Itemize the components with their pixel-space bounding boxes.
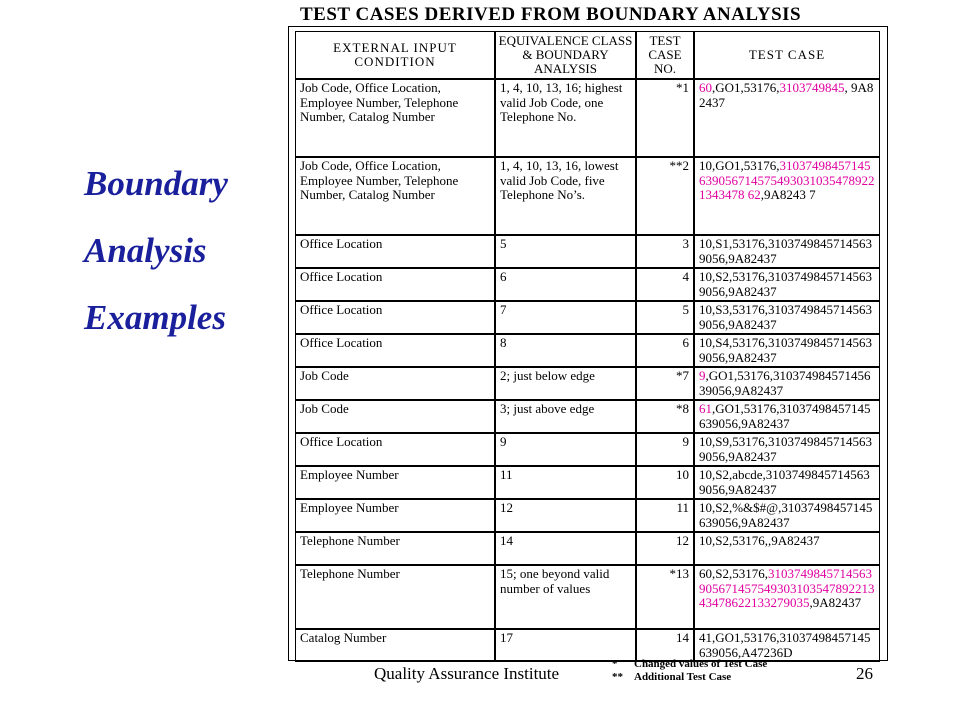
test-case-segment: 10,S2,%&$#@,31037498457145639056,9A82437 xyxy=(699,500,873,530)
changed-value-segment: 3103749845 xyxy=(779,80,845,95)
cell-test-case xyxy=(694,433,880,466)
cell-equivalence-class: 11 xyxy=(495,466,636,499)
cell-equivalence-class: 12 xyxy=(495,499,636,532)
cell-equivalence-class: 8 xyxy=(495,334,636,367)
cell-equivalence-class: 3; just above edge xyxy=(495,400,636,433)
table-row xyxy=(295,400,880,433)
cell-equivalence-class: 2; just below edge xyxy=(495,367,636,400)
cell-test-case xyxy=(694,157,880,235)
legend-key: ** xyxy=(612,671,623,683)
cell-test-case-no: *13 xyxy=(636,565,694,629)
legend-item-additional xyxy=(612,671,767,684)
cell-condition: Office Location xyxy=(295,268,495,301)
cell-test-case xyxy=(694,466,880,499)
cell-test-case xyxy=(694,301,880,334)
test-case-segment: , 9A82437 xyxy=(699,80,874,110)
cell-test-case xyxy=(694,367,880,400)
table-row xyxy=(295,79,880,157)
cell-equivalence-class: 1, 4, 10, 13, 16, lowest valid Job Code, five Telephone No’s. xyxy=(495,157,636,235)
header-test-case-no: TEST CASE NO. xyxy=(636,31,694,79)
cell-equivalence-class: 1, 4, 10, 13, 16; highest valid Job Code, one Telephone No. xyxy=(495,79,636,157)
cell-test-case-no: 4 xyxy=(636,268,694,301)
cell-equivalence-class: 14 xyxy=(495,532,636,565)
cell-test-case-no: **2 xyxy=(636,157,694,235)
cell-condition: Employee Number xyxy=(295,466,495,499)
table-row xyxy=(295,301,880,334)
test-case-segment: 10 xyxy=(699,158,712,173)
cell-condition: Office Location xyxy=(295,334,495,367)
cell-equivalence-class: 9 xyxy=(495,433,636,466)
legend-text: Additional Test Case xyxy=(634,671,732,683)
side-title-line-2: Analysis xyxy=(84,231,207,270)
test-case-segment: 10,S2,53176,,9A82437 xyxy=(699,533,820,548)
cell-test-case-no: 12 xyxy=(636,532,694,565)
changed-value-segment: 310374984571456390567145754930310354789221343478622133279035 xyxy=(699,566,875,610)
table-row xyxy=(295,466,880,499)
legend-key: * xyxy=(612,658,618,670)
cell-test-case xyxy=(694,268,880,301)
test-case-segment: ,53176,31037498457145639056,9A82437 xyxy=(699,236,872,266)
changed-value-segment: 61 xyxy=(699,401,712,416)
legend-text: Changed values of Test Case xyxy=(634,658,768,670)
cell-test-case xyxy=(694,499,880,532)
cell-test-case xyxy=(694,235,880,268)
cell-condition: Job Code xyxy=(295,367,495,400)
cell-test-case xyxy=(694,565,880,629)
header-equivalence-class: EQUIVALENCE CLASS & BOUNDARY ANALYSIS xyxy=(495,31,636,79)
table-row xyxy=(295,334,880,367)
cell-condition: Office Location xyxy=(295,235,495,268)
cell-test-case-no: *7 xyxy=(636,367,694,400)
cell-condition: Job Code xyxy=(295,400,495,433)
cell-condition: Job Code, Office Location, Employee Number, Telephone Number, Catalog Number xyxy=(295,79,495,157)
test-case-segment: ,9A82437 xyxy=(809,595,862,610)
test-case-segment: ,GO1,53176,31037498457145639056,9A82437 xyxy=(699,368,871,398)
table-row xyxy=(295,268,880,301)
footer-institute: Quality Assurance Institute xyxy=(374,664,560,683)
test-case-segment: 10,S2,abcde,31037498457145639056,9A82437 xyxy=(699,467,870,497)
test-case-segment: ,GO1,53176,31037498457145639056,9A82437 xyxy=(699,401,871,431)
changed-value-segment: 310374984571456390567145754930310354789221343478 62 xyxy=(699,158,875,202)
cell-equivalence-class: 15; one beyond valid number of values xyxy=(495,565,636,629)
test-case-segment: 41,GO1,53176,31037498457145639056,A47236D xyxy=(699,630,871,660)
cell-test-case-no: 9 xyxy=(636,433,694,466)
test-case-segment: 10,S9,53176,31037498457145639056,9A82437 xyxy=(699,434,872,464)
legend xyxy=(612,658,767,684)
test-case-segment: ,GO1,53176, xyxy=(712,158,780,173)
table-row xyxy=(295,235,880,268)
cell-test-case-no: 10 xyxy=(636,466,694,499)
test-case-segment: 10,S2,53176,31037498457145639056,9A82437 xyxy=(699,269,872,299)
cell-condition: Job Code, Office Location, Employee Number, Telephone Number, Catalog Number xyxy=(295,157,495,235)
table-row xyxy=(295,629,880,662)
cell-test-case-no: *1 xyxy=(636,79,694,157)
table-header-row xyxy=(295,31,880,79)
side-title-line-1: Boundary xyxy=(84,164,228,203)
header-test-case: TEST CASE xyxy=(694,31,880,79)
side-title-line-3: Examples xyxy=(84,298,226,337)
test-case-segment: 10,S3,53176,31037498457145639056,9A82437 xyxy=(699,302,872,332)
table-row xyxy=(295,499,880,532)
legend-item-changed xyxy=(612,658,767,671)
cell-test-case-no: 5 xyxy=(636,301,694,334)
cell-test-case xyxy=(694,334,880,367)
test-case-segment: 10, xyxy=(699,236,716,251)
table-row xyxy=(295,565,880,629)
cell-condition: Catalog Number xyxy=(295,629,495,662)
test-cases-table xyxy=(295,31,880,662)
table-row xyxy=(295,433,880,466)
page-title: TEST CASES DERIVED FROM BOUNDARY ANALYSIS xyxy=(300,4,802,25)
footer-page-number: 26 xyxy=(856,664,873,683)
cell-test-case-no: 3 xyxy=(636,235,694,268)
cell-condition: Office Location xyxy=(295,433,495,466)
cell-condition: Employee Number xyxy=(295,499,495,532)
cell-test-case-no: 14 xyxy=(636,629,694,662)
cell-test-case xyxy=(694,79,880,157)
table-row xyxy=(295,532,880,565)
test-case-segment: 60,S2,53176, xyxy=(699,566,768,581)
cell-test-case-no: 6 xyxy=(636,334,694,367)
cell-condition: Office Location xyxy=(295,301,495,334)
header-external-input-condition: EXTERNAL INPUT CONDITION xyxy=(295,31,495,79)
cell-equivalence-class: 17 xyxy=(495,629,636,662)
table-body xyxy=(295,79,880,662)
side-title-block xyxy=(84,150,228,351)
test-case-segment: 10,S4,53176,31037498457145639056,9A82437 xyxy=(699,335,872,365)
cell-test-case-no: 11 xyxy=(636,499,694,532)
cell-equivalence-class: 6 xyxy=(495,268,636,301)
changed-value-segment: 60 xyxy=(699,80,712,95)
cell-equivalence-class: 5 xyxy=(495,235,636,268)
table-row xyxy=(295,157,880,235)
test-case-segment: S1 xyxy=(715,236,729,251)
table-row xyxy=(295,367,880,400)
cell-test-case xyxy=(694,532,880,565)
cell-equivalence-class: 7 xyxy=(495,301,636,334)
cell-condition: Telephone Number xyxy=(295,565,495,629)
changed-value-segment: 9 xyxy=(699,368,706,383)
cell-condition: Telephone Number xyxy=(295,532,495,565)
cell-test-case-no: *8 xyxy=(636,400,694,433)
test-case-segment: ,GO1,53176, xyxy=(712,80,780,95)
test-case-segment: ,9A8243 7 xyxy=(760,187,816,202)
cell-test-case xyxy=(694,400,880,433)
